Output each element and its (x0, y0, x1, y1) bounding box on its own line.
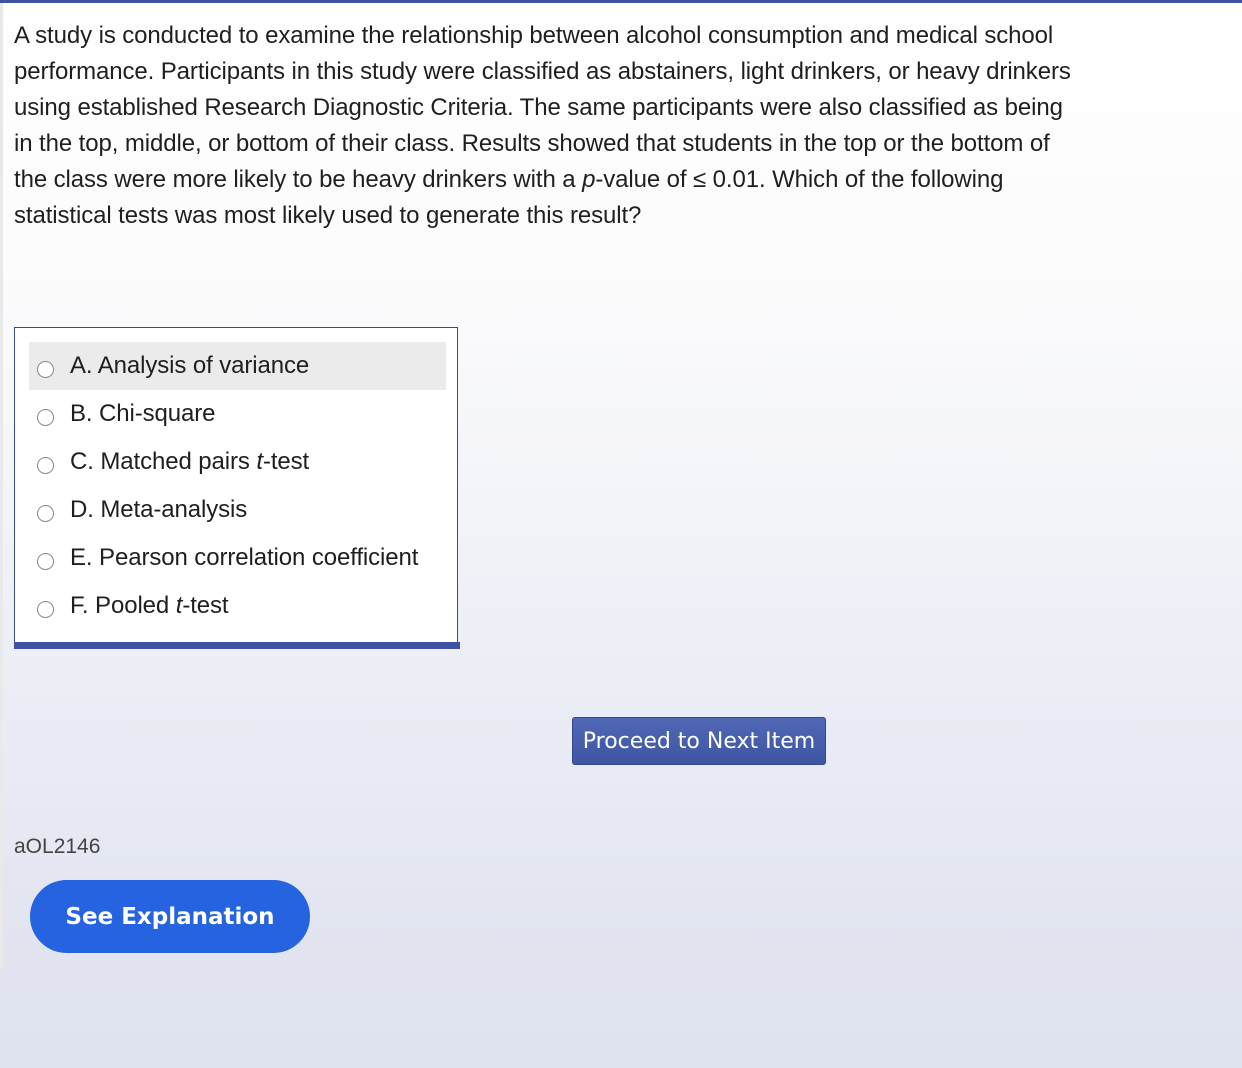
choices-bottom-rule (14, 642, 460, 649)
item-id: aOL2146 (14, 835, 101, 858)
radio-a-icon[interactable] (37, 361, 54, 378)
top-accent-rule (0, 0, 1242, 3)
choice-d[interactable] (29, 486, 446, 534)
choice-b[interactable] (29, 390, 446, 438)
choice-f-label-italic: t (175, 592, 183, 619)
choice-a[interactable] (29, 342, 446, 390)
choice-f-label-post: -test (182, 592, 229, 619)
answer-choices-panel (14, 327, 458, 643)
choice-c-label (70, 448, 309, 476)
choice-f-label-pre: F. Pooled (70, 592, 176, 619)
question-stem-text-2: -value of ≤ 0.01. Which of the following statistical tests was most likely used to generate this result? (14, 166, 1004, 229)
choice-f-label (70, 592, 229, 620)
choice-c-label-post: -test (262, 448, 310, 475)
question-stem (14, 18, 1074, 234)
choice-f[interactable] (29, 582, 446, 630)
choice-e-label: E. Pearson correlation coefficient (70, 544, 419, 571)
choice-e[interactable] (29, 534, 446, 582)
radio-d-icon[interactable] (37, 505, 54, 522)
radio-c-icon[interactable] (37, 457, 54, 474)
radio-f-icon[interactable] (37, 601, 54, 618)
choice-b-label: B. Chi-square (70, 400, 216, 427)
radio-e-icon[interactable] (37, 553, 54, 570)
radio-b-icon[interactable] (37, 409, 54, 426)
choice-c-label-pre: C. Matched pairs (70, 448, 257, 475)
question-stem-p-italic: p (582, 166, 596, 193)
proceed-next-item-button[interactable]: Proceed to Next Item (572, 717, 826, 765)
choice-d-label: D. Meta-analysis (70, 496, 248, 523)
see-explanation-button[interactable]: See Explanation (30, 880, 310, 953)
left-divider (0, 3, 3, 968)
choice-c[interactable] (29, 438, 446, 486)
question-stem-text-1: A study is conducted to examine the relationship between alcohol consumption and medical school performance. Participants in this study were classified as abstainers, light drinkers, or heavy drinkers using established Research Diagnostic Criteria. The same participants were also classified as being in the top, middle, or bottom of their class. Results showed that students in the top or the bottom of the class were more likely to be heavy drinkers with a (14, 22, 1071, 193)
choice-a-label: A. Analysis of variance (70, 352, 310, 379)
choice-c-label-italic: t (256, 448, 263, 475)
